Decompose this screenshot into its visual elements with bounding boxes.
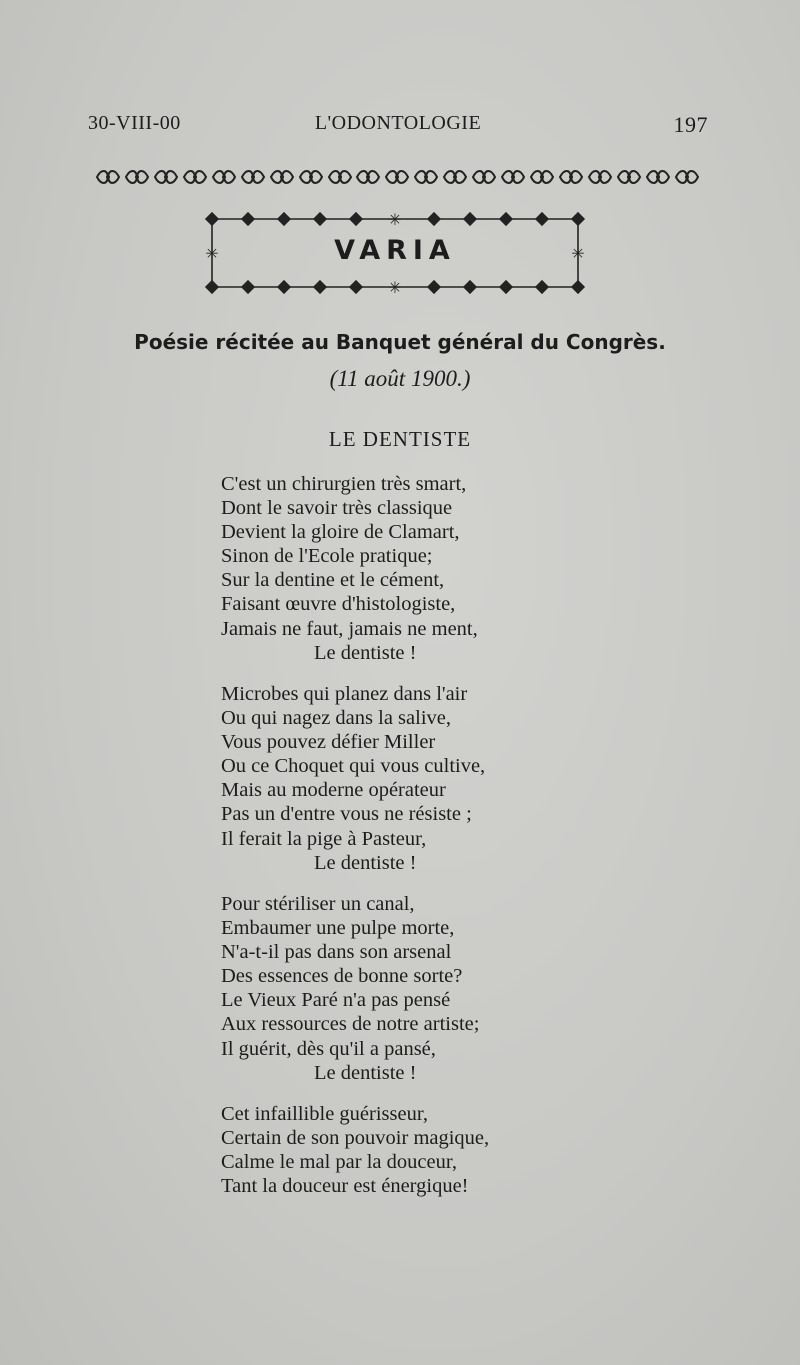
verse-line: Le Vieux Paré n'a pas pensé (221, 989, 451, 1012)
knot-ornament-icon (587, 168, 613, 186)
knot-ornament-icon (124, 168, 150, 186)
poem-title: LE DENTISTE (328, 427, 472, 451)
knot-ornament-icon (442, 168, 468, 186)
poem-date: (11 août 1900.) (329, 366, 471, 391)
verse-line: Embaumer une pulpe morte, (221, 917, 455, 940)
svg-text:✳: ✳ (388, 210, 402, 229)
verse-line: Devient la gloire de Clamart, (221, 521, 460, 544)
knot-ornament-icon (616, 168, 642, 186)
svg-text:✳: ✳ (571, 244, 585, 263)
verse-line: Aux ressources de notre artiste; (221, 1013, 480, 1036)
stanza (221, 892, 721, 1085)
knot-ornament-icon (355, 168, 381, 186)
knot-ornament-icon (558, 168, 584, 186)
page-number: 197 (673, 112, 708, 137)
knot-ornament-icon (182, 168, 208, 186)
svg-text:✳: ✳ (388, 278, 402, 297)
knot-ornament-icon (153, 168, 179, 186)
knot-ornament-icon (645, 168, 671, 186)
verse-line: Faisant œuvre d'histologiste, (221, 593, 456, 616)
verse-line: Vous pouvez défier Miller (221, 731, 436, 754)
verse-line: N'a-t-il pas dans son arsenal (221, 941, 452, 964)
journal-name: L'ODONTOLOGIE (314, 112, 482, 134)
knot-ornament-icon (327, 168, 353, 186)
knot-ornament-icon (269, 168, 295, 186)
ornament-border (95, 160, 700, 194)
verse-line: C'est un chirurgien très smart, (221, 473, 467, 495)
svg-text:✳: ✳ (205, 244, 219, 263)
verse-line: Mais au moderne opérateur (221, 779, 446, 802)
stanza (221, 472, 721, 665)
stanza (221, 1102, 721, 1198)
verse-line: Sinon de l'Ecole pratique; (221, 545, 433, 568)
knot-ornament-icon (240, 168, 266, 186)
running-head (88, 112, 708, 142)
verse-line: Cet infaillible guérisseur, (221, 1103, 428, 1125)
knot-ornament-icon (413, 168, 439, 186)
verse-line: Ou qui nagez dans la salive, (221, 707, 451, 730)
knot-ornament-icon (674, 168, 700, 186)
refrain-line: Le dentiste ! (314, 641, 417, 664)
verse-line: Il guérit, dès qu'il a pansé, (221, 1037, 436, 1060)
knot-ornament-icon (500, 168, 526, 186)
verse-line: Il ferait la pige à Pasteur, (221, 827, 427, 850)
verse-line: Dont le savoir très classique (221, 497, 453, 520)
verse-line: Pas un d'entre vous ne résiste ; (221, 803, 472, 826)
refrain-line: Le dentiste ! (314, 1061, 417, 1084)
section-title: VARIA (334, 235, 456, 266)
verse-line: Tant la douceur est énergique! (221, 1175, 469, 1198)
poem-heading: Poésie récitée au Banquet général du Congrès. (134, 330, 666, 354)
knot-ornament-icon (384, 168, 410, 186)
verse-line: Des essences de bonne sorte? (221, 965, 463, 988)
stanza (221, 682, 721, 875)
verse-line: Microbes qui planez dans l'air (221, 683, 468, 705)
knot-ornament-icon (211, 168, 237, 186)
verse-line: Certain de son pouvoir magique, (221, 1127, 490, 1150)
verse-line: Sur la dentine et le cément, (221, 569, 445, 592)
knot-ornament-icon (471, 168, 497, 186)
verse-line: Pour stériliser un canal, (221, 893, 415, 915)
verse-line: Jamais ne faut, jamais ne ment, (221, 617, 478, 640)
knot-ornament-icon (298, 168, 324, 186)
verse-line: Ou ce Choquet qui vous cultive, (221, 755, 486, 778)
section-title-frame (200, 205, 590, 300)
issue-date: 30-VIII-00 (88, 112, 181, 134)
knot-ornament-icon (529, 168, 555, 186)
verse-line: Calme le mal par la douceur, (221, 1151, 457, 1174)
refrain-line: Le dentiste ! (314, 851, 417, 874)
knot-ornament-icon (95, 168, 121, 186)
